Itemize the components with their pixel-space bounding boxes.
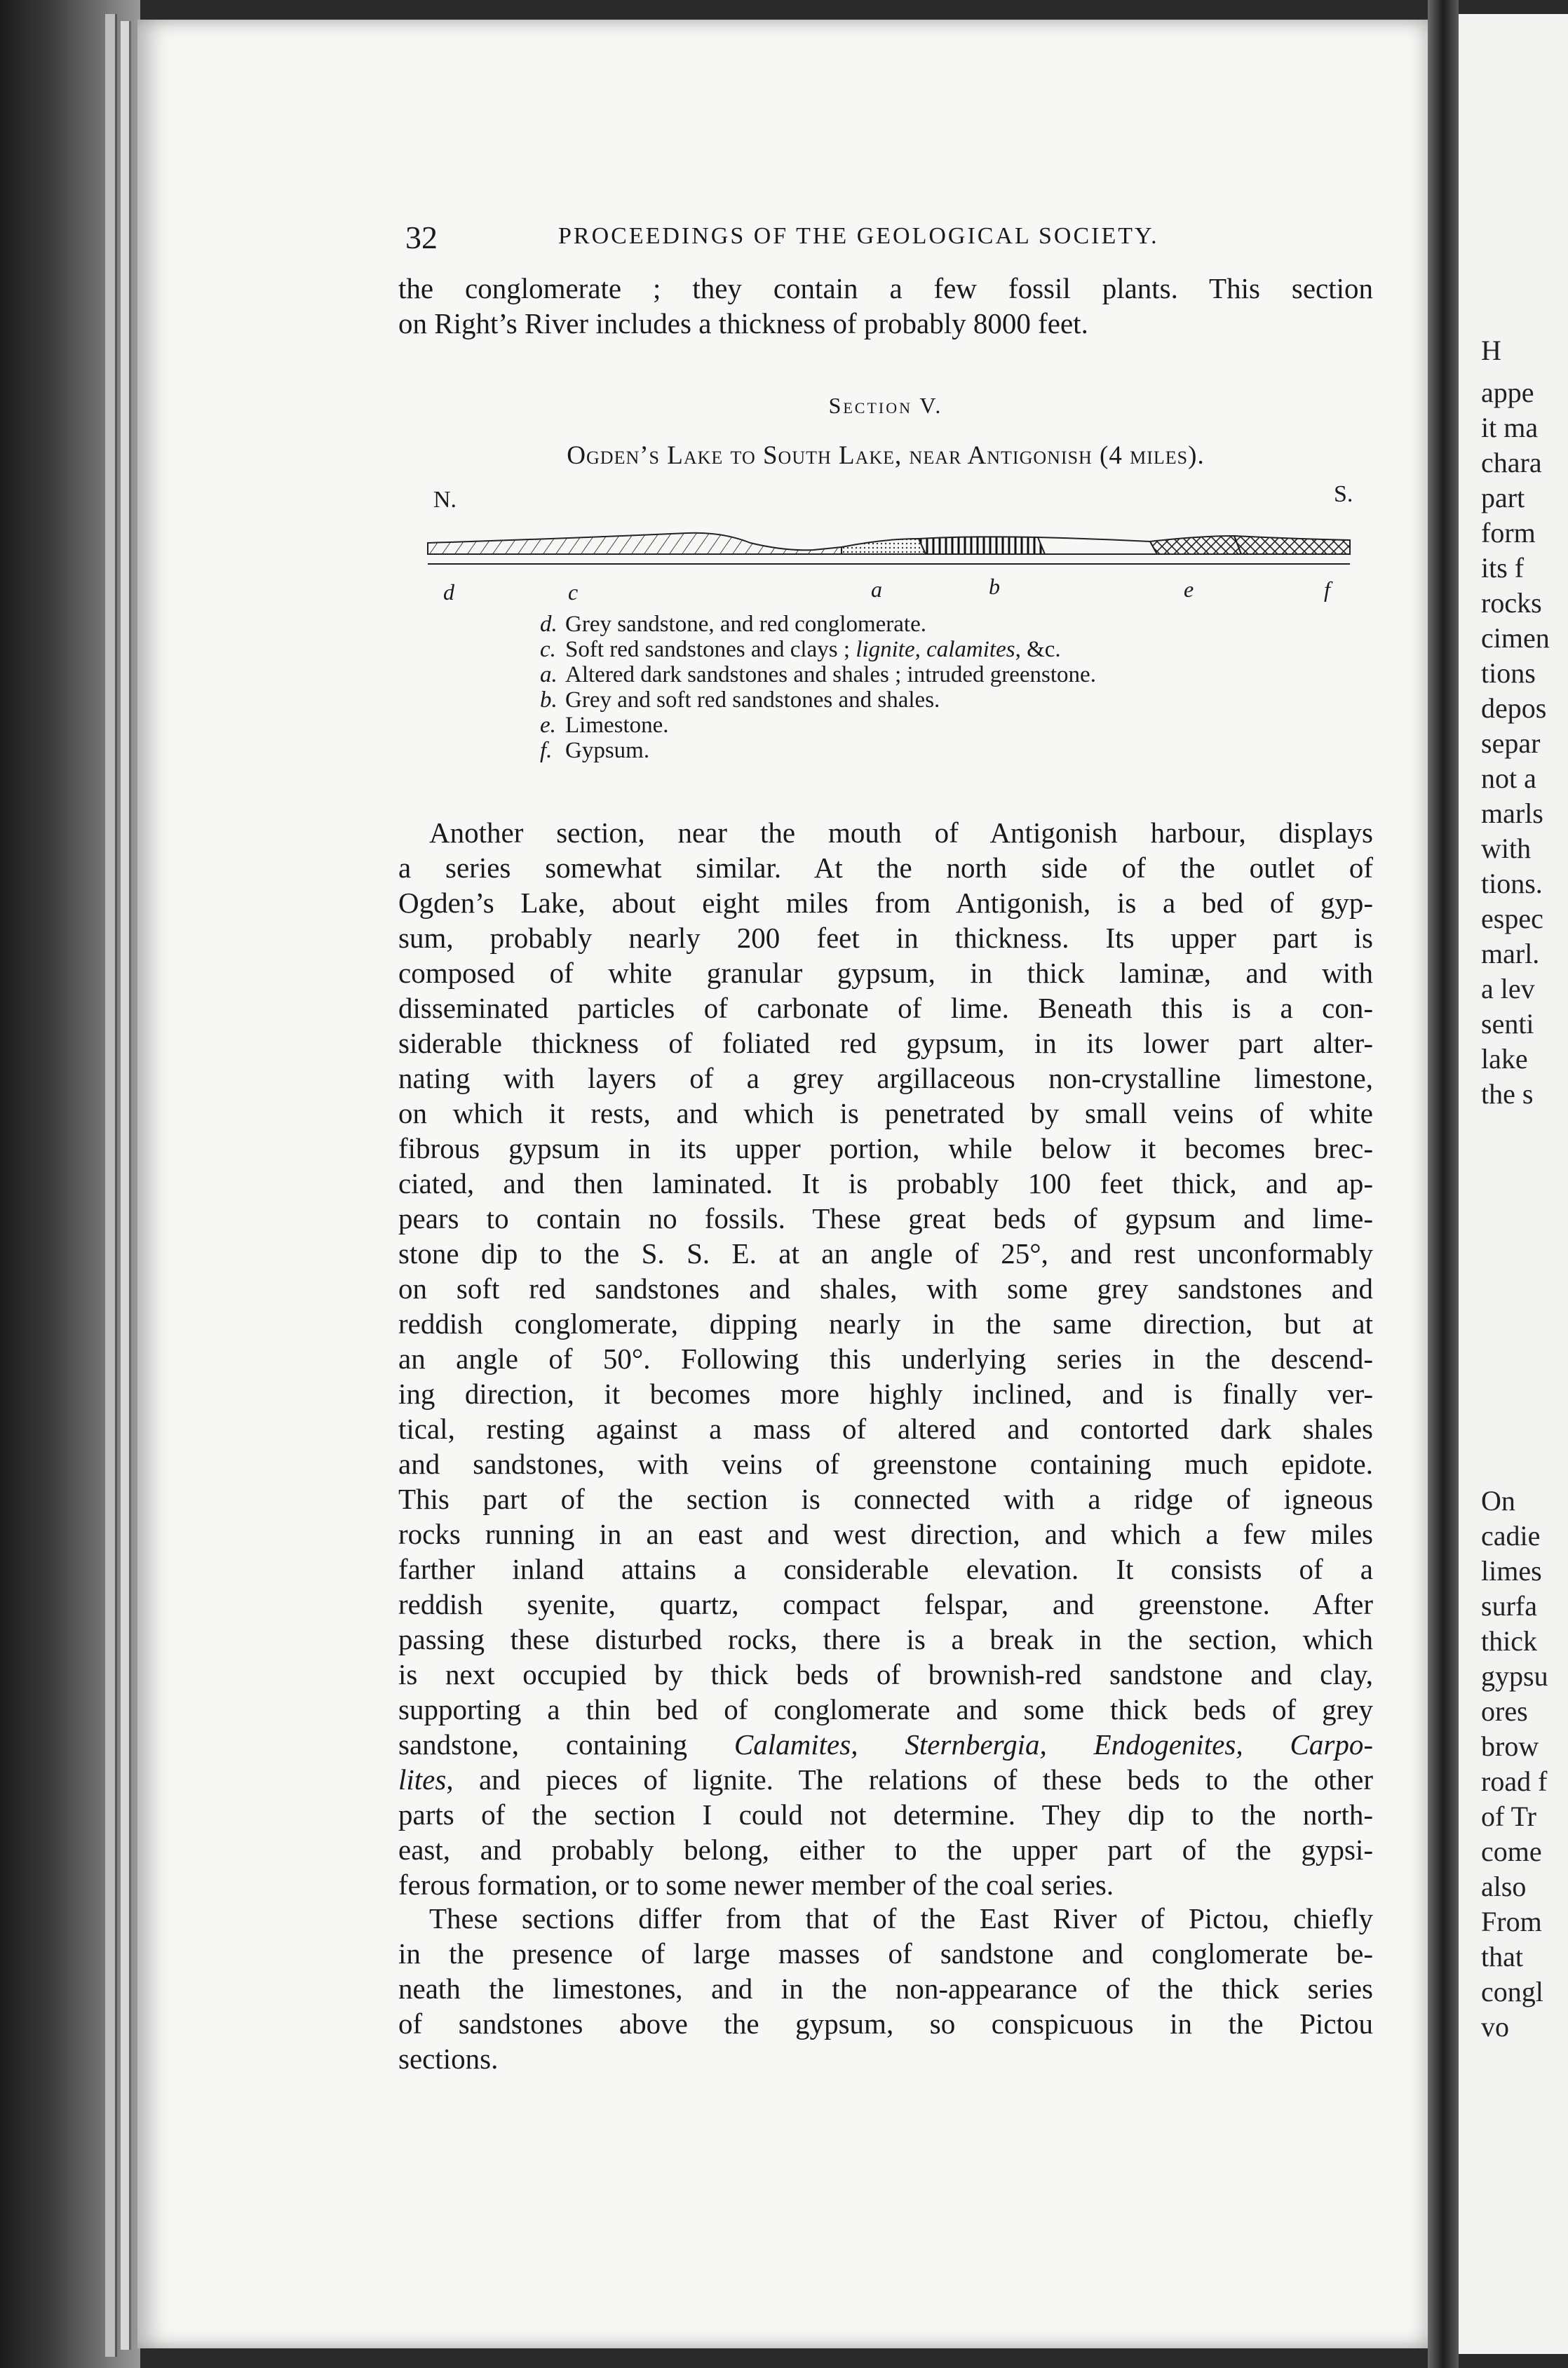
facing-page-line: part [1481, 482, 1525, 513]
diagram-label-e: e [1184, 577, 1194, 602]
facing-page-line: also [1481, 1871, 1527, 1902]
text-line: on Right’s River includes a thickness of probably 8000 feet. [398, 307, 1088, 339]
text-line: on soft red sandstones and shales, with some grey sandstones and [398, 1272, 1373, 1305]
facing-page-line: road f [1481, 1765, 1548, 1797]
facing-page-line: marls [1481, 798, 1543, 829]
diagram-label-c: c [568, 579, 579, 605]
text-line: the conglomerate ; they contain a few fossil plants. This section [398, 272, 1373, 304]
facing-page-line: tions. [1481, 868, 1543, 899]
facing-page-line: chara [1481, 447, 1542, 478]
text-line: nating with layers of a grey argillaceous non-crystalline limestone, [398, 1062, 1373, 1094]
facing-page-line: gypsu [1481, 1660, 1548, 1692]
facing-page-line: depos [1481, 692, 1547, 724]
text-line: These sections differ from that of the East River of Pictou, chiefly [429, 1902, 1373, 1935]
facing-page-line: cimen [1481, 622, 1550, 654]
facing-page-line: senti [1481, 1008, 1534, 1040]
facing-page-line: lake [1481, 1043, 1528, 1075]
compass-south-label: S. [1334, 481, 1353, 507]
text-line: in the presence of large masses of sandstone and conglomerate be- [398, 1937, 1373, 1970]
facing-page-line: On [1481, 1485, 1515, 1516]
legend-key: d. [540, 612, 557, 637]
legend-item [540, 713, 1096, 738]
facing-page-fragment [1459, 14, 1568, 2354]
legend-key: c. [540, 637, 556, 662]
legend-item [540, 738, 1096, 763]
text-line: rocks running in an east and west direction, and which a few miles [398, 1518, 1373, 1550]
text-line: is next occupied by thick beds of brownish-red sandstone and clay, [398, 1658, 1373, 1690]
legend-text: Gypsum. [565, 738, 650, 763]
facing-page-line: come [1481, 1836, 1542, 1867]
diagram-label-b: b [989, 574, 1000, 599]
facing-page-line: appe [1481, 377, 1534, 408]
text-line: sum, probably nearly 200 feet in thickness. Its upper part is [398, 922, 1373, 954]
diagram-label-a: a [871, 577, 882, 602]
text-line: sandstone, containing Calamites, Sternbergia, Endogenites, Carpo- [398, 1728, 1373, 1761]
facing-page-line: thick [1481, 1625, 1537, 1657]
text-line: Ogden’s Lake, about eight miles from Antigonish, is a bed of gyp- [398, 887, 1373, 919]
facing-page-line: H [1481, 335, 1501, 366]
text-line: disseminated particles of carbonate of lime. Beneath this is a con- [398, 992, 1373, 1024]
facing-page-line: espec [1481, 903, 1543, 934]
facing-page-line: cadie [1481, 1520, 1541, 1552]
text-line: east, and probably belong, either to the upper part of the gypsi- [398, 1834, 1373, 1866]
text-line: and sandstones, with veins of greenstone containing much epidote. [398, 1448, 1373, 1480]
text-line: tical, resting against a mass of altered and contorted dark shales [398, 1413, 1373, 1445]
book-binding [0, 0, 140, 2368]
facing-page-line: congl [1481, 1976, 1543, 2007]
facing-page-line: limes [1481, 1555, 1542, 1587]
facing-page-line: of Tr [1481, 1801, 1536, 1832]
facing-page-line: its f [1481, 552, 1525, 584]
page-edge [121, 21, 131, 2350]
legend-text: Limestone. [565, 713, 669, 738]
facing-page-line: rocks [1481, 587, 1542, 619]
facing-page-line: not a [1481, 762, 1536, 794]
text-line: an angle of 50°. Following this underlying series in the descend- [398, 1343, 1373, 1375]
legend-item [540, 637, 1096, 662]
text-line: Another section, near the mouth of Antigonish harbour, displays [429, 816, 1373, 849]
legend-item [540, 687, 1096, 713]
section-subtitle: Ogden’s Lake to South Lake, near Antigonish (4 miles). [567, 441, 1205, 470]
page-number: 32 [405, 220, 438, 255]
compass-north-label: N. [433, 487, 457, 513]
page-header [405, 219, 1219, 254]
text-line: siderable thickness of foliated red gypsum, in its lower part alter- [398, 1027, 1373, 1059]
legend-text: Altered dark sandstones and shales ; intruded greenstone. [565, 662, 1096, 687]
facing-page-line: tions [1481, 657, 1536, 689]
text-line: neath the limestones, and in the non-appearance of the thick series [398, 1972, 1373, 2005]
text-line: stone dip to the S. S. E. at an angle of 25°, and rest unconformably [398, 1237, 1373, 1270]
book-gutter [1428, 0, 1459, 2368]
text-line: parts of the section I could not determine. They dip to the north- [398, 1798, 1373, 1831]
legend-key: e. [540, 713, 556, 738]
text-line: supporting a thin bed of conglomerate and some thick beds of grey [398, 1693, 1373, 1725]
text-line: reddish conglomerate, dipping nearly in the same direction, but at [398, 1307, 1373, 1340]
facing-page-line: surfa [1481, 1590, 1537, 1622]
text-line: pears to contain no fossils. These great beds of gypsum and lime- [398, 1202, 1373, 1235]
facing-page-line: it ma [1481, 412, 1539, 443]
text-line: sections. [398, 2043, 499, 2075]
text-line: ciated, and then laminated. It is probably 100 feet thick, and ap- [398, 1167, 1373, 1199]
text-line: ing direction, it becomes more highly inclined, and is finally ver- [398, 1378, 1373, 1410]
text-line: fibrous gypsum in its upper portion, while below it becomes brec- [398, 1132, 1373, 1164]
opening-text [398, 271, 1373, 341]
section-legend [540, 612, 1096, 763]
facing-page-line: with [1481, 833, 1532, 864]
text-line: reddish syenite, quartz, compact felspar, and greenstone. After [398, 1588, 1373, 1620]
text-line: passing these disturbed rocks, there is a break in the section, which [398, 1623, 1373, 1655]
legend-item [540, 662, 1096, 687]
legend-key: f. [540, 738, 553, 763]
legend-text: Soft red sandstones and clays ; lignite, calamites, &c. [565, 637, 1061, 662]
text-line: on which it rests, and which is penetrated by small veins of white [398, 1097, 1373, 1129]
facing-page-line: vo [1481, 2011, 1509, 2043]
paragraph-2 [398, 1901, 1373, 2076]
text-line: farther inland attains a considerable elevation. It consists of a [398, 1553, 1373, 1585]
text-line: a series somewhat similar. At the north side of the outlet of [398, 852, 1373, 884]
text-line: lites, and pieces of lignite. The relations of these beds to the other [398, 1763, 1373, 1796]
legend-key: b. [540, 687, 557, 713]
facing-page-line: marl. [1481, 938, 1540, 969]
legend-text: Grey sandstone, and red conglomerate. [565, 612, 926, 637]
page-edge [105, 14, 117, 2357]
facing-page-line: the s [1481, 1078, 1534, 1110]
section-title: Section V. [828, 393, 943, 418]
facing-page-line: brow [1481, 1730, 1539, 1762]
facing-page-line: a lev [1481, 973, 1535, 1004]
paragraph-1 [398, 815, 1373, 1902]
facing-page-line: ores [1481, 1695, 1528, 1727]
diagram-label-f: f [1324, 577, 1330, 602]
legend-key: a. [540, 662, 557, 687]
legend-item [540, 612, 1096, 637]
legend-text: Grey and soft red sandstones and shales. [565, 687, 940, 713]
text-line: of sandstones above the gypsum, so conspicuous in the Pictou [398, 2007, 1373, 2040]
facing-page-line: that [1481, 1941, 1523, 1972]
facing-page-line: separ [1481, 727, 1541, 759]
diagram-label-d: d [443, 579, 454, 605]
geological-section-diagram [421, 512, 1360, 589]
text-line: composed of white granular gypsum, in thick laminæ, and with [398, 957, 1373, 989]
text-line: This part of the section is connected with a ridge of igneous [398, 1483, 1373, 1515]
facing-page-line: form [1481, 517, 1536, 549]
text-line: ferous formation, or to some newer member of the coal series. [398, 1869, 1114, 1901]
running-head: PROCEEDINGS OF THE GEOLOGICAL SOCIETY. [558, 223, 1159, 249]
facing-page-line: From [1481, 1906, 1542, 1937]
